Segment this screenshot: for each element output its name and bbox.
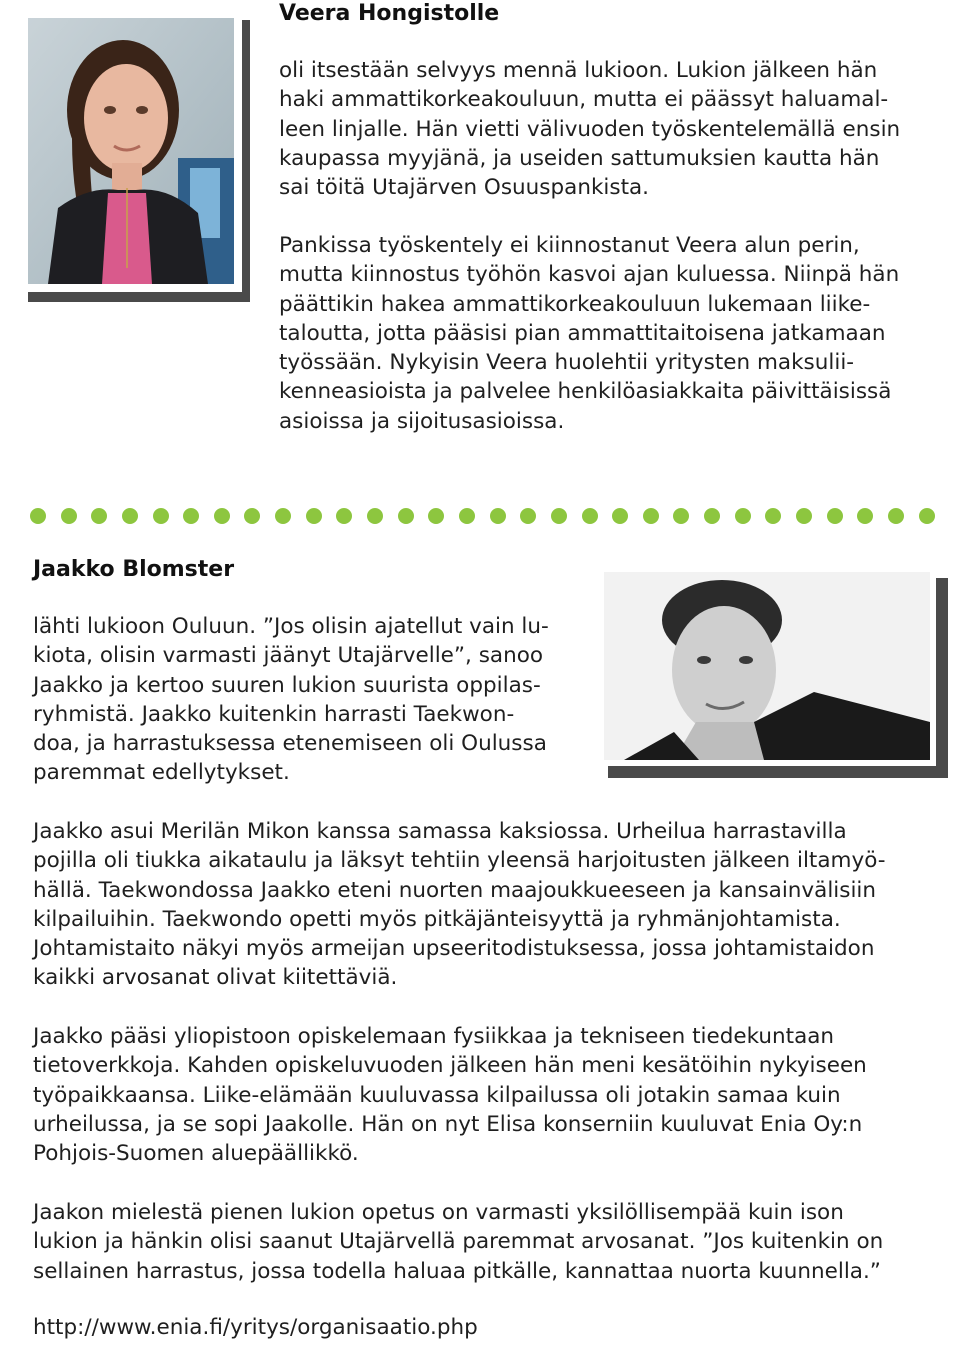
text-line: lähti lukioon Ouluun. ”Jos olisin ajatellut vain lu- [33, 614, 549, 639]
divider-dot [122, 508, 138, 524]
divider-dot [428, 508, 444, 524]
text-line: hällä. Taekwondossa Jaakko eteni nuorten maajoukkueeseen ja kansainvälisiin [33, 877, 877, 903]
divider-dot [398, 508, 414, 524]
text-line: Jaakon mielestä pienen lukion opetus on varmasti yksilöllisempää kuin ison [33, 1200, 844, 1225]
source-url-link[interactable]: http://www.enia.fi/yritys/organisaatio.php [33, 1315, 478, 1340]
jaakko-paragraph-1 [33, 817, 886, 993]
portrait-woman-icon [28, 18, 234, 284]
text-line: Jaakko ja kertoo suuren lukion suurista oppilas- [33, 672, 541, 698]
jaakko-paragraph-3 [33, 1198, 883, 1286]
divider-dot [857, 508, 873, 524]
text-line: urheilussa, ja se sopi Jaakolle. Hän on nyt Elisa konserniin kuuluvat Enia Oy:n [33, 1111, 863, 1137]
text-line: kaikki arvosanat olivat kiitettäviä. [33, 965, 398, 991]
divider-dot [643, 508, 659, 524]
divider-dot [490, 508, 506, 524]
text-line: Jaakko pääsi yliopistoon opiskelemaan fysiikkaa ja tekniseen tiedekuntaan [33, 1024, 835, 1049]
text-line: kaupassa myyjänä, ja useiden sattumuksien kautta hän [279, 145, 880, 171]
divider-dot [244, 508, 260, 524]
divider-dot [153, 508, 169, 524]
divider-dot [582, 508, 598, 524]
text-line: Pankissa työskentely ei kiinnostanut Veera alun perin, [279, 233, 860, 258]
divider-dot [827, 508, 843, 524]
text-line: työssään. Nykyisin Veera huolehtii yritysten maksulii- [279, 350, 855, 376]
divider-dot [919, 508, 935, 524]
text-line: työpaikkaansa. Liike-elämään kuuluvassa kilpailussa oli jotakin samaa kuin [33, 1082, 841, 1108]
text-line: taloutta, jotta pääsisi pian ammattitaitoisena jatkamaan [279, 320, 886, 346]
divider-dot [551, 508, 567, 524]
divider-dot [91, 508, 107, 524]
divider-dot [336, 508, 352, 524]
text-line: Pohjois-Suomen aluepäällikkö. [33, 1141, 359, 1167]
text-line: sellainen harrastus, jossa todella haluaa pitkälle, kannattaa nuorta kuunnella.” [33, 1258, 881, 1284]
divider-dot [765, 508, 781, 524]
text-line: pojilla oli tiukka aikataulu ja läksyt tehtiin yleensä harjoitusten jälkeen iltamyö- [33, 848, 886, 874]
text-line: haki ammattikorkeakouluun, mutta ei päässyt haluamal- [279, 87, 889, 113]
divider-dot [888, 508, 904, 524]
jaakko-paragraph-2 [33, 1022, 867, 1168]
divider-dot [459, 508, 475, 524]
divider-dot [796, 508, 812, 524]
veera-paragraph-1 [279, 56, 900, 202]
text-line: oli itsestään selvyys mennä lukioon. Lukion jälkeen hän [279, 58, 878, 83]
portrait-man-icon [604, 572, 930, 760]
divider-dot [520, 508, 536, 524]
divider-dot [183, 508, 199, 524]
text-line: doa, ja harrastuksessa etenemiseen oli Oulussa [33, 731, 547, 757]
jaakko-photo [598, 566, 936, 766]
text-line: kilpailuihin. Taekwondo opetti myös pitkäjänteisyyttä ja ryhmänjohtamista. [33, 906, 841, 932]
veera-paragraph-2 [279, 231, 899, 436]
divider-dot [61, 508, 77, 524]
jaakko-intro [33, 612, 549, 788]
divider-dot [704, 508, 720, 524]
text-line: Jaakko asui Merilän Mikon kanssa samassa kaksiossa. Urheilua harrastavilla [33, 819, 847, 844]
divider-dot [275, 508, 291, 524]
divider-dot [612, 508, 628, 524]
text-line: leen linjalle. Hän vietti välivuoden työskentelemällä ensin [279, 116, 901, 142]
text-line: kenneasioista ja palvelee henkilöasiakkaita päivittäisissä [279, 379, 892, 405]
veera-photo [20, 10, 242, 292]
text-line: tietoverkkoja. Kahden opiskeluvuoden jälkeen hän meni kesätöihin nykyiseen [33, 1053, 867, 1079]
divider-dot [673, 508, 689, 524]
veera-name-heading: Veera Hongistolle [279, 1, 500, 26]
text-line: kiota, olisin varmasti jäänyt Utajärvelle”, sanoo [33, 643, 544, 669]
text-line: mutta kiinnostus työhön kasvoi ajan kuluessa. Niinpä hän [279, 262, 900, 288]
jaakko-name-heading: Jaakko Blomster [33, 557, 235, 582]
text-line: ryhmistä. Jaakko kuitenkin harrasti Taekwon- [33, 701, 515, 727]
divider-dot [306, 508, 322, 524]
dot-divider [30, 506, 935, 526]
divider-dot [735, 508, 751, 524]
text-line: Johtamistaito näkyi myös armeijan upseeritodistuksessa, jossa johtamistaidon [33, 936, 875, 962]
text-line: asioissa ja sijoitusasioissa. [279, 408, 565, 434]
divider-dot [367, 508, 383, 524]
divider-dot [30, 508, 46, 524]
text-line: päättikin hakea ammattikorkeakouluun lukemaan liike- [279, 291, 871, 317]
text-line: paremmat edellytykset. [33, 760, 290, 786]
text-line: sai töitä Utajärven Osuuspankista. [279, 175, 650, 201]
text-line: lukion ja hänkin olisi saanut Utajärvellä paremmat arvosanat. ”Jos kuitenkin on [33, 1229, 884, 1255]
divider-dot [214, 508, 230, 524]
